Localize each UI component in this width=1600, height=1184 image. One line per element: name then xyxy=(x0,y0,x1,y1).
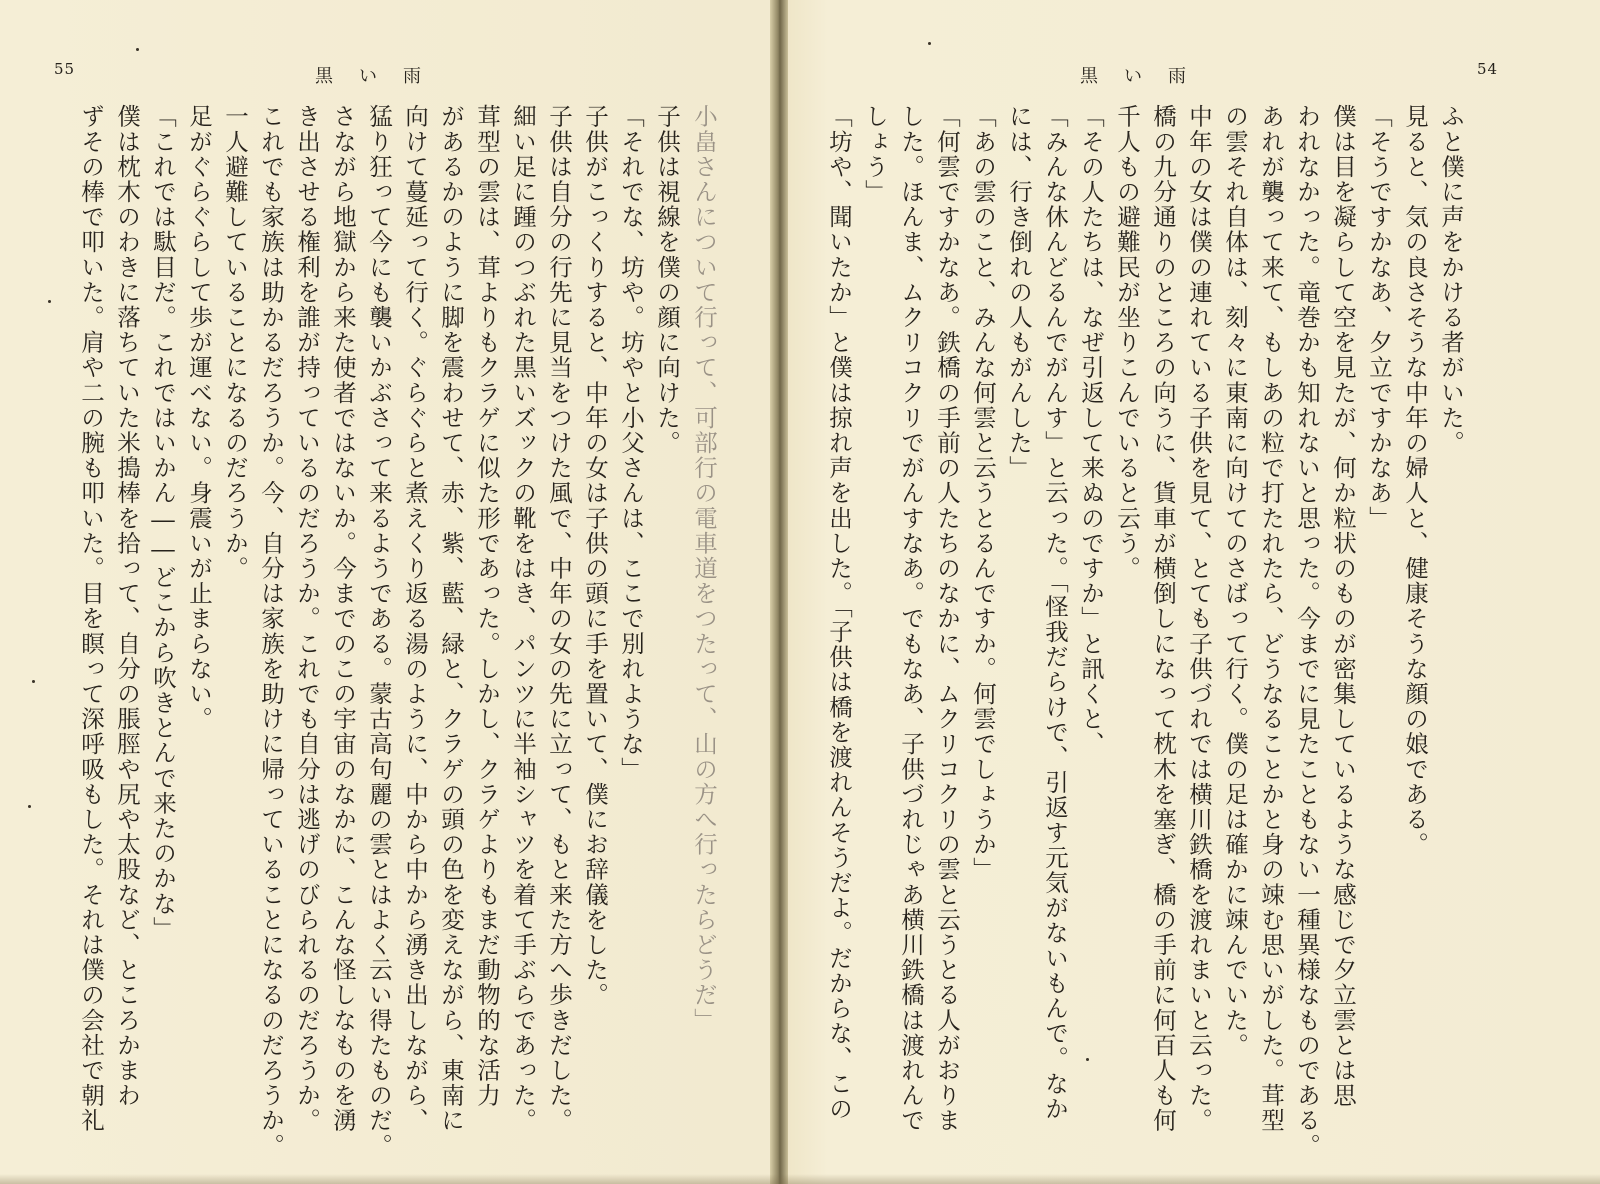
running-head-right: 黒い雨 xyxy=(1080,66,1212,87)
text-column: した。ほんま、ムクリコクリでがんすなあ。でもなあ、子供づれじゃあ横川鉄橋は渡れんで xyxy=(897,104,925,1134)
text-column: があるかのように脚を震わせて、赤、紫、藍、緑と、クラゲの頭の色を変えながら、東南に xyxy=(437,104,465,1134)
text-column: ずその棒で叩いた。肩や二の腕も叩いた。目を瞑って深呼吸もした。それは僕の会社で朝礼 xyxy=(77,104,105,1134)
text-column: ふと僕に声をかける者がいた。 xyxy=(1437,104,1465,456)
text-column: あれが襲って来て、もしあの粒で打たれたら、どうなることかと身の竦む思いがした。茸型 xyxy=(1257,104,1285,1134)
text-column: 向けて蔓延って行く。ぐらぐらと煮えくり返る湯のように、中から中から湧き出しながら、 xyxy=(401,104,429,1134)
text-column: 中年の女は僕の連れている子供を見て、とても子供づれでは横川鉄橋を渡れまいと云った。 xyxy=(1185,104,1213,1134)
paper-speck xyxy=(136,48,139,51)
paper-speck xyxy=(1086,1058,1089,1061)
running-head-left: 黒い雨 xyxy=(315,66,447,87)
paper-speck xyxy=(28,805,31,808)
text-column: 僕は枕木のわきに落ちていた米搗棒を拾って、自分の脹脛や尻や太股など、ところかまわ xyxy=(113,104,141,1108)
paper-speck xyxy=(48,300,51,303)
text-column: 「みんな休んどるんでがんす」と云った。「怪我だらけで、引返す元気がないもんで。なか xyxy=(1041,104,1069,1122)
text-column: 足がぐらぐらして歩が運べない。身震いが止まらない。 xyxy=(185,104,213,732)
text-column: 見ると、気の良さそうな中年の婦人と、健康そうな顔の娘である。 xyxy=(1401,104,1429,857)
page-bottom-edge xyxy=(0,1174,1600,1184)
text-column: 子供は視線を僕の顔に向けた。 xyxy=(653,104,681,456)
paper-speck xyxy=(32,680,35,683)
text-column: き出させる権利を誰が持っているのだろうか。これでも自分は逃げのびられるのだろうか。 xyxy=(293,104,321,1134)
text-column: 「これでは駄目だ。これではいかん――どこから吹きとんで来たのかな」 xyxy=(149,104,177,942)
text-column: 「坊や、聞いたか」と僕は掠れ声を出した。「子供は橋を渡れんそうだよ。だからな、この xyxy=(825,104,853,1122)
left-page xyxy=(0,0,770,1184)
text-column: には、行き倒れの人もがんした」 xyxy=(1005,104,1033,481)
text-column: さながら地獄から来た使者ではないか。今までのこの宇宙のなかに、こんな怪しなものを湧 xyxy=(329,104,357,1134)
text-column: 千人もの避難民が坐りこんでいると云う。 xyxy=(1113,104,1141,581)
text-column: 僕は目を凝らして空を見たが、何か粒状のものが密集しているような感じで夕立雲とは思 xyxy=(1329,104,1357,1108)
text-column: 細い足に踵のつぶれた黒いズックの靴をはき、パンツに半袖シャツを着て手ぶらであった。 xyxy=(509,104,537,1134)
text-column: しょう」 xyxy=(861,104,889,205)
text-column: 「その人たちは、なぜ引返して来ぬのですか」と訊くと、 xyxy=(1077,104,1105,757)
text-column: 「そうですかなあ、夕立ですかなあ」 xyxy=(1365,104,1393,531)
text-column: 「あの雲のこと、みんな何雲と云うとるんですか。何雲でしょうか」 xyxy=(969,104,997,883)
text-column: 子供は自分の行先に見当をつけた風で、中年の女の先に立って、もと来た方へ歩きだした。 xyxy=(545,104,573,1134)
text-column: 「それでな、坊や。坊やと小父さんは、ここで別れような」 xyxy=(617,104,645,782)
book-gutter xyxy=(770,0,788,1184)
text-column: 「何雲ですかなあ。鉄橋の手前の人たちのなかに、ムクリコクリの雲と云うとる人がおりま xyxy=(933,104,961,1134)
text-column: これでも家族は助かるだろうか。今、自分は家族を助けに帰っていることになるのだろうか。 xyxy=(257,104,285,1159)
paper-speck xyxy=(928,42,931,45)
page-number-left: 55 xyxy=(54,60,76,78)
text-column: われなかった。竜巻かも知れないと思った。今までに見たこともない一種異様なものである。 xyxy=(1293,104,1321,1159)
text-column: 猛り狂って今にも襲いかぶさって来るようである。蒙古高句麗の雲とはよく云い得たものだ。 xyxy=(365,104,393,1159)
right-page xyxy=(788,0,1600,1184)
page-number-right: 54 xyxy=(1477,60,1499,78)
text-column: 橋の九分通りのところの向うに、貨車が横倒しになって枕木を塞ぎ、橋の手前に何百人も何 xyxy=(1149,104,1177,1134)
text-column: 小畠さんについて行って、可部行の電車道をつたって、山の方へ行ったらどうだ」 xyxy=(690,104,718,1033)
text-column: の雲それ自体は、刻々に東南に向けてのさばって行く。僕の足は確かに竦んでいた。 xyxy=(1221,104,1249,1058)
text-column: 子供がこっくりすると、中年の女は子供の頭に手を置いて、僕にお辞儀をした。 xyxy=(581,104,609,1008)
text-column: 一人避難していることになるのだろうか。 xyxy=(221,104,249,581)
text-column: 茸型の雲は、茸よりもクラゲに似た形であった。しかし、クラゲよりもまだ動物的な活力 xyxy=(473,104,501,1108)
